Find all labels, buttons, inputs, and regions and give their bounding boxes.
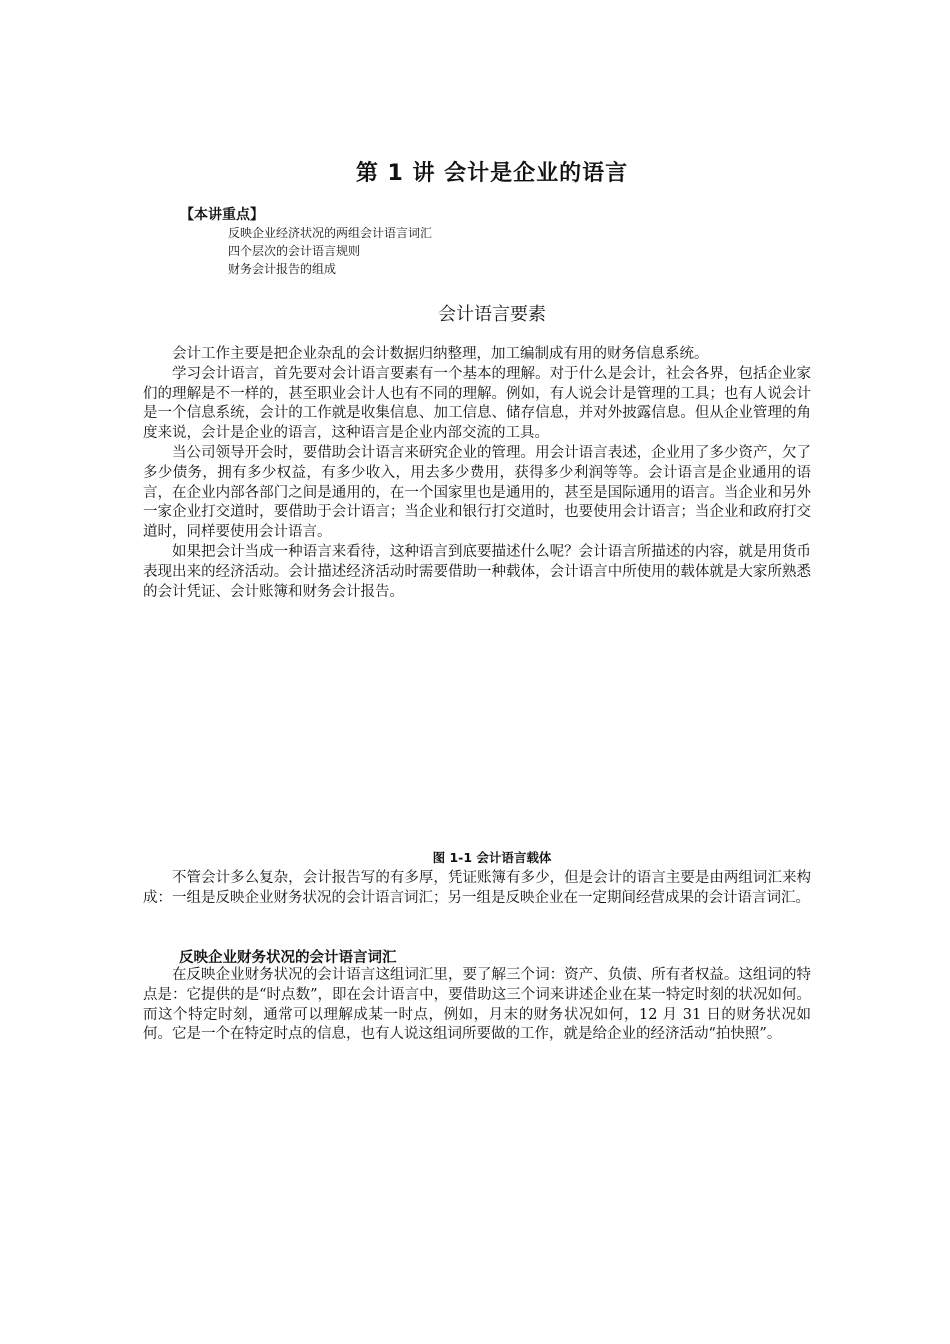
key-point-item: 财务会计报告的组成	[228, 262, 337, 276]
after-figure-text-block	[143, 869, 811, 909]
figure-placeholder	[143, 678, 811, 843]
subsection-text-block	[143, 966, 811, 1045]
paragraph: 会计工作主要是把企业杂乱的会计数据归纳整理，加工编制成有用的财务信息系统。	[172, 346, 709, 362]
key-point-item: 反映企业经济状况的两组会计语言词汇	[228, 226, 433, 240]
paragraph: 不管会计多么复杂，会计报告写的有多厚，凭证账簿有多少，但是会计的语言主要是由两组词汇来构成：一组是反映企业财务状况的会计语言词汇；另一组是反映企业在一定期间经营成果的会计语言词汇。	[143, 870, 811, 906]
key-point-item: 四个层次的会计语言规则	[228, 244, 361, 258]
figure-caption: 图 1-1 会计语言载体	[432, 850, 552, 865]
key-points-box	[180, 206, 432, 278]
page-title: 第 1 讲 会计是企业的语言	[355, 161, 629, 186]
intro-text-block	[143, 345, 811, 602]
section-title: 会计语言要素	[438, 304, 546, 325]
paragraph: 在反映企业财务状况的会计语言这组词汇里，要了解三个词：资产、负债、所有者权益。这组词的特点是：它提供的是“时点数”，即在会计语言中，要借助这三个词来讲述企业在某一特定时刻的状况如何。而这个特定时刻，通常可以理解成某一时点，例如，月末的财务状况如何，12 月 31 日的财务状况如何。它是一个在特定时点的信息，也有人说这组词所要做的工作，就是给企业的经济活动“拍快照”。	[143, 967, 811, 1043]
key-points-list	[180, 224, 432, 278]
paragraph: 学习会计语言，首先要对会计语言要素有一个基本的理解。对于什么是会计，社会各界，包括企业家们的理解是不一样的，甚至职业会计人也有不同的理解。例如，有人说会计是管理的工具；也有人说会计是一个信息系统，会计的工作就是收集信息、加工信息、储存信息，并对外披露信息。但从企业管理的角度来说，会计是企业的语言，这种语言是企业内部交流的工具。	[143, 365, 811, 442]
paragraph: 当公司领导开会时，要借助会计语言来研究企业的管理。用会计语言表述，企业用了多少资产，欠了多少债务，拥有多少权益，有多少收入，用去多少费用，获得多少利润等等。会计语言是企业通用的语言，在企业内部各部门之间是通用的，在一个国家里也是通用的，甚至是国际通用的语言。当企业和另外一家企业打交道时，要借助于会计语言；当企业和银行打交道时，也要使用会计语言；当企业和政府打交道时，同样要使用会计语言。	[143, 444, 811, 541]
paragraph: 如果把会计当成一种语言来看待，这种语言到底要描述什么呢？会计语言所描述的内容，就是用货币表现出来的经济活动。会计描述经济活动时需要借助一种载体，会计语言中所使用的载体就是大家所熟悉的会计凭证、会计账簿和财务会计报告。	[143, 543, 811, 600]
subsection-title: 反映企业财务状况的会计语言词汇	[179, 950, 397, 966]
key-points-heading: 【本讲重点】	[180, 207, 264, 223]
